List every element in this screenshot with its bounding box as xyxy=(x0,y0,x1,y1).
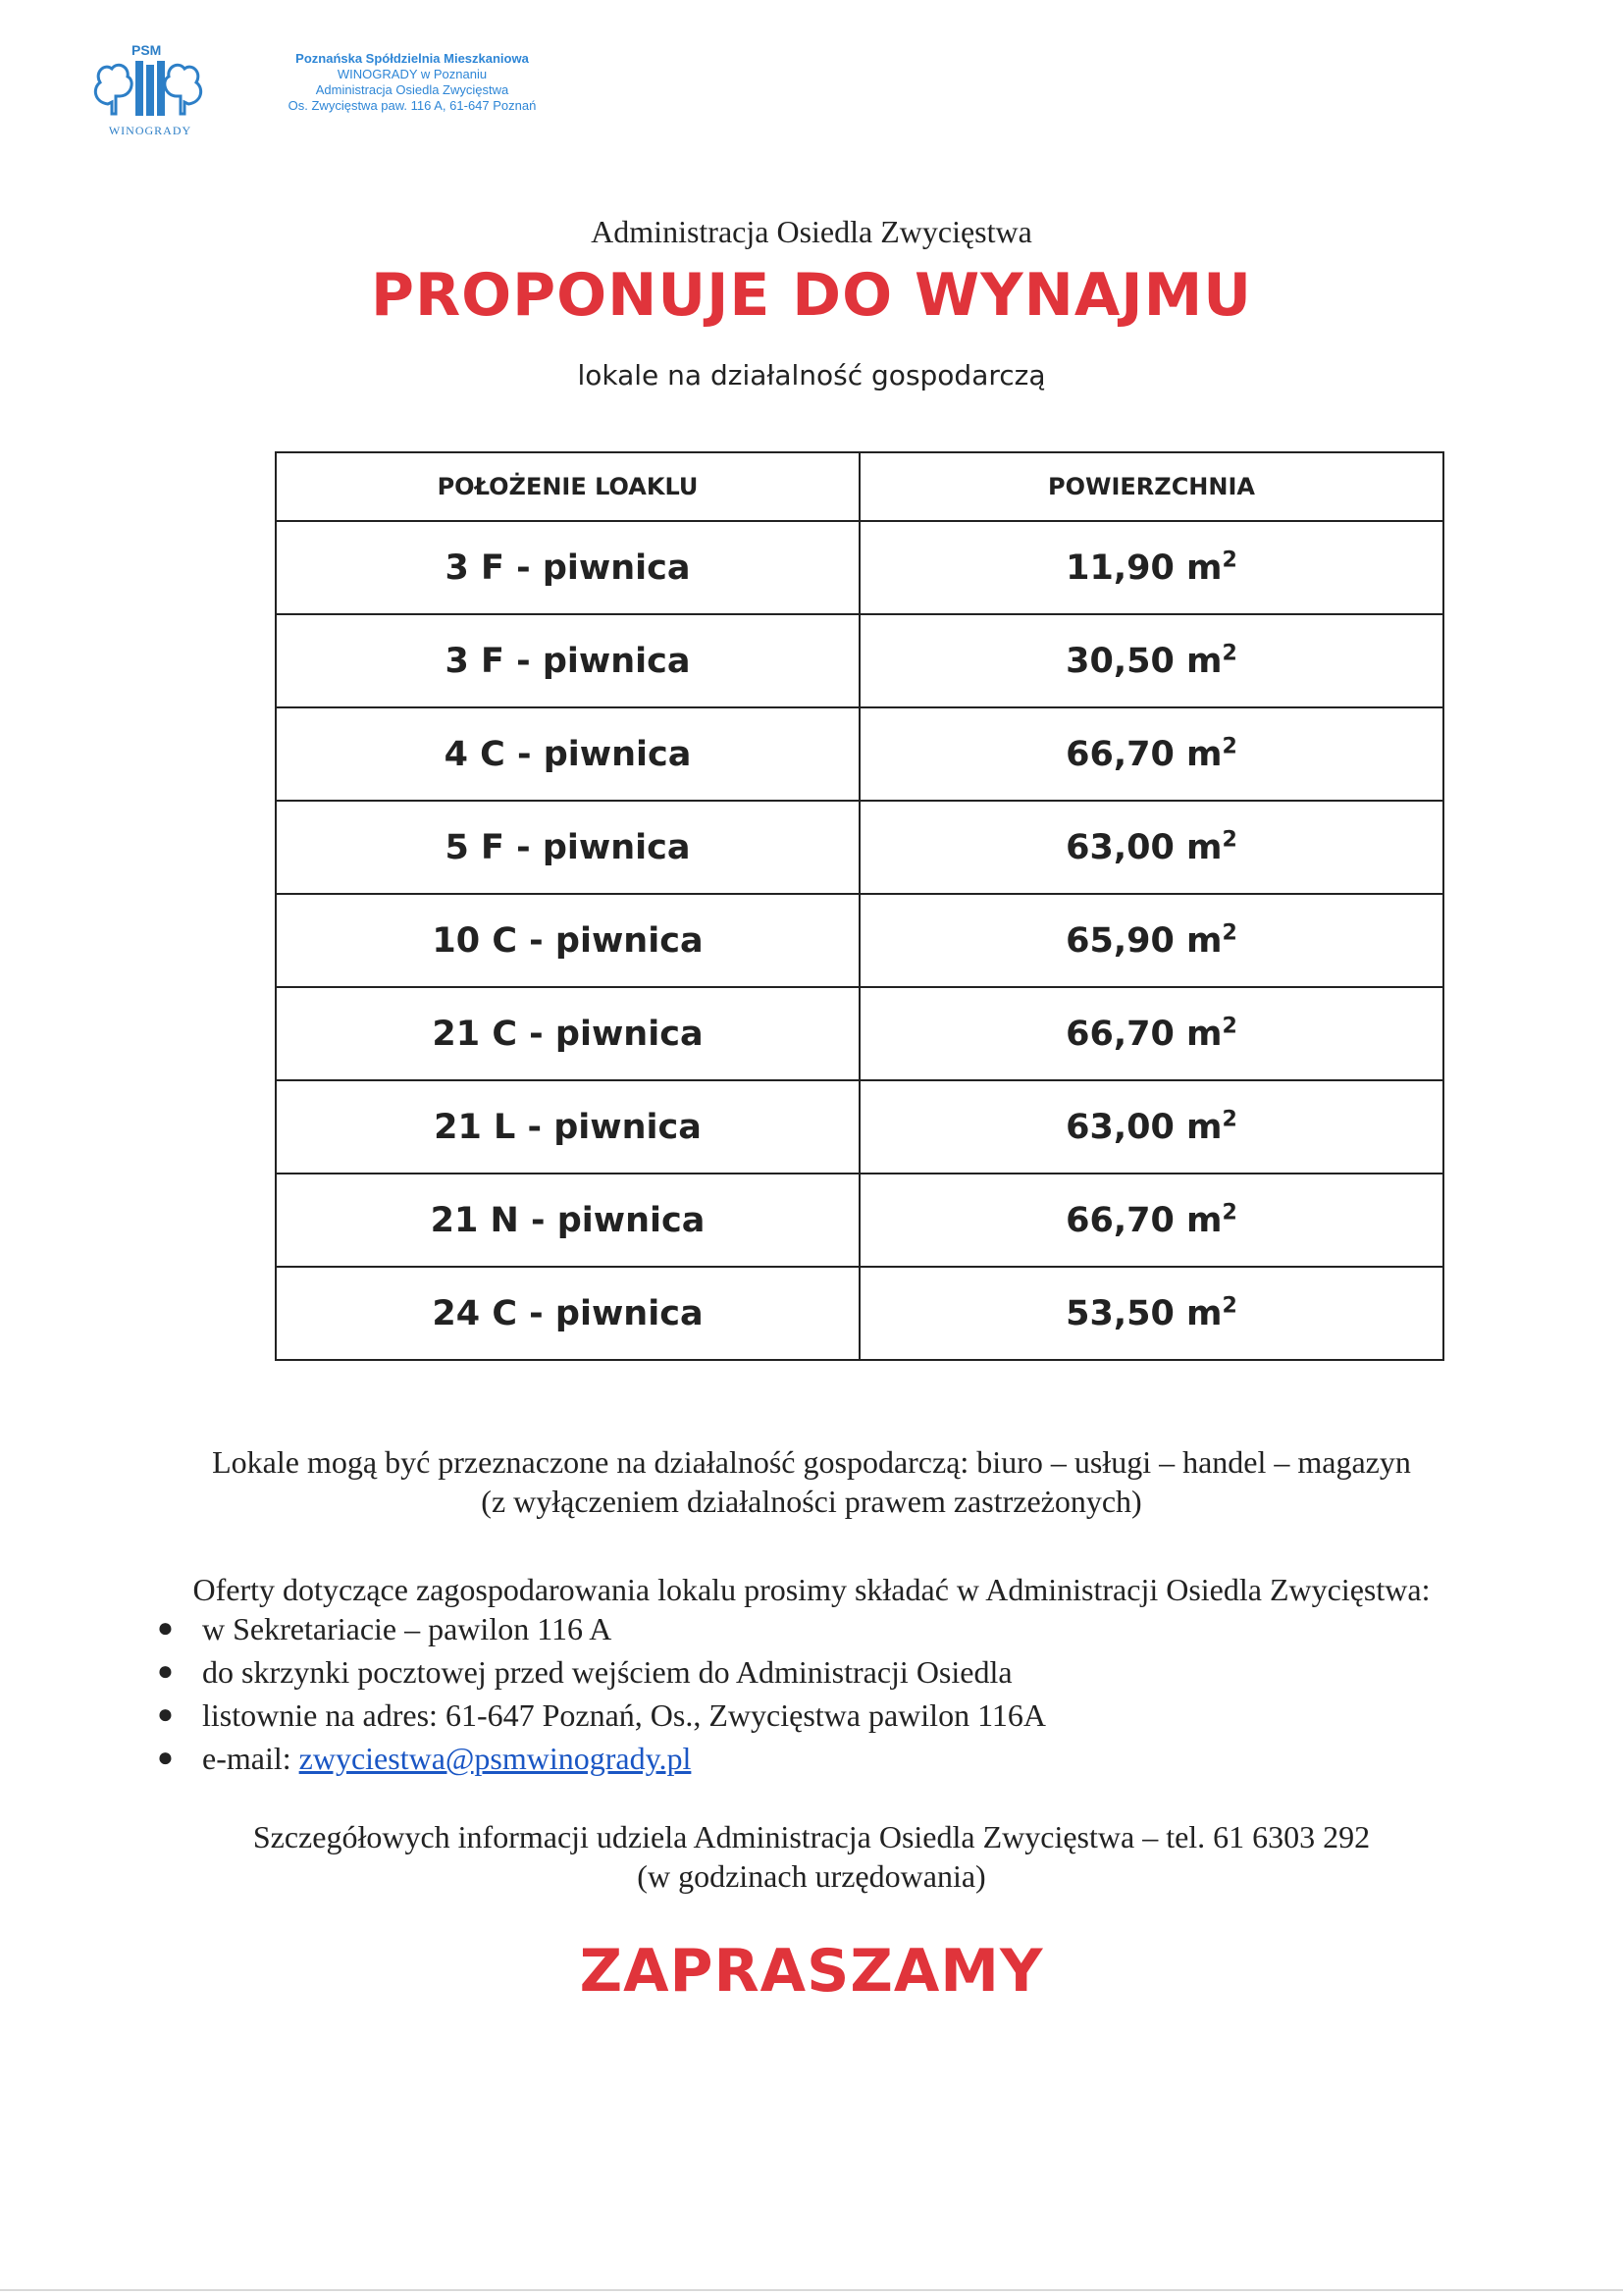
unit-area-cell xyxy=(860,1267,1443,1360)
unit-area-cell xyxy=(860,707,1443,801)
column-header-area: POWIERZCHNIA xyxy=(860,452,1443,521)
area-unit-exponent: 2 xyxy=(1222,919,1237,945)
subtitle: lokale na działalność gospodarczą xyxy=(577,359,1046,391)
unit-area-cell xyxy=(860,987,1443,1080)
area-unit-exponent: 2 xyxy=(1222,1106,1237,1131)
email-prefix: e-mail: xyxy=(202,1741,299,1776)
area-value: 63,00 xyxy=(1066,827,1175,867)
unit-location-cell: 10 C - piwnica xyxy=(276,894,860,987)
area-value: 53,50 xyxy=(1066,1293,1175,1333)
letterhead-org-name: Poznańska Spółdzielnia Mieszkaniowa xyxy=(295,51,529,66)
area-unit-exponent: 2 xyxy=(1222,1292,1237,1318)
column-header-location: POŁOŻENIE LOAKLU xyxy=(276,452,860,521)
letterhead-address-line: Os. Zwycięstwa paw. 116 A, 61-647 Poznań xyxy=(288,98,537,113)
area-value: 30,50 xyxy=(1066,641,1175,681)
office-hours-line: (w godzinach urzędowania) xyxy=(637,1858,986,1894)
area-value: 66,70 xyxy=(1066,734,1175,774)
area-unit-exponent: 2 xyxy=(1222,826,1237,852)
area-unit: m xyxy=(1186,1107,1223,1147)
main-title: PROPONUJE DO WYNAJMU xyxy=(370,261,1253,330)
letterhead-admin-name: Administracja Osiedla Zwycięstwa xyxy=(315,82,509,97)
unit-area-cell xyxy=(860,1174,1443,1267)
page-bottom-divider xyxy=(0,2289,1623,2291)
area-value: 63,00 xyxy=(1066,1107,1175,1147)
unit-location-cell: 3 F - piwnica xyxy=(276,521,860,614)
area-value: 66,70 xyxy=(1066,1014,1175,1054)
unit-location-cell: 21 N - piwnica xyxy=(276,1174,860,1267)
tree-building-logo-icon xyxy=(86,43,214,122)
offers-intro: Oferty dotyczące zagospodarowania lokalu prosimy składać w Administracji Osiedla Zwycięstwa: xyxy=(192,1572,1431,1607)
usage-note xyxy=(0,1442,1623,1521)
cooperative-logo xyxy=(80,43,220,141)
unit-area-cell xyxy=(860,614,1443,707)
unit-location-cell: 21 L - piwnica xyxy=(276,1080,860,1174)
table-row xyxy=(276,1174,1443,1267)
unit-location-cell: 4 C - piwnica xyxy=(276,707,860,801)
units-table xyxy=(275,451,1444,1361)
area-unit: m xyxy=(1186,827,1223,867)
bullet-icon: ● xyxy=(157,1656,174,1687)
bullet-icon: ● xyxy=(157,1699,174,1730)
list-item: ● w Sekretariacie – pawilon 116 A xyxy=(157,1611,612,1646)
unit-location-cell: 24 C - piwnica xyxy=(276,1267,860,1360)
area-value: 66,70 xyxy=(1066,1200,1175,1240)
letterhead-address xyxy=(226,51,599,114)
svg-text:PSM: PSM xyxy=(131,43,162,58)
area-unit-exponent: 2 xyxy=(1222,640,1237,665)
unit-area-cell xyxy=(860,801,1443,894)
units-table-body xyxy=(276,521,1443,1360)
unit-area-cell xyxy=(860,894,1443,987)
area-unit: m xyxy=(1186,548,1223,588)
list-item: ● do skrzynki pocztowej przed wejściem do Administracji Osiedla xyxy=(157,1654,1013,1690)
list-item: ● listownie na adres: 61-647 Poznań, Os., Zwycięstwa pawilon 116A xyxy=(157,1697,1046,1733)
area-unit-exponent: 2 xyxy=(1222,1199,1237,1225)
list-item-email xyxy=(157,1739,1046,1782)
bullet-icon: ● xyxy=(157,1613,174,1644)
closing-invitation: ZAPRASZAMY xyxy=(579,1937,1044,2006)
bullet-icon: ● xyxy=(157,1743,174,1773)
area-unit: m xyxy=(1186,1293,1223,1333)
area-unit-exponent: 2 xyxy=(1222,547,1237,572)
area-unit-exponent: 2 xyxy=(1222,1013,1237,1038)
contact-line: Szczegółowych informacji udziela Administracja Osiedla Zwycięstwa – tel. 61 6303 292 xyxy=(252,1819,1371,1854)
logo-wordmark: WINOGRADY xyxy=(108,124,192,137)
area-value: 65,90 xyxy=(1066,920,1175,961)
usage-line: Lokale mogą być przeznaczone na działalność gospodarczą: biuro – usługi – handel – magazyn xyxy=(212,1444,1411,1480)
usage-exclusion-line: (z wyłączeniem działalności prawem zastrzeżonych) xyxy=(481,1484,1142,1519)
table-row xyxy=(276,1080,1443,1174)
table-row xyxy=(276,1267,1443,1360)
contact-info xyxy=(0,1817,1623,1896)
submission-channels-list xyxy=(157,1609,1046,1782)
table-row xyxy=(276,801,1443,894)
unit-location-cell: 21 C - piwnica xyxy=(276,987,860,1080)
table-row xyxy=(276,987,1443,1080)
table-row xyxy=(276,614,1443,707)
admin-title: Administracja Osiedla Zwycięstwa xyxy=(591,214,1032,249)
unit-area-cell xyxy=(860,521,1443,614)
unit-location-cell: 5 F - piwnica xyxy=(276,801,860,894)
area-unit: m xyxy=(1186,641,1223,681)
table-header-row xyxy=(276,452,1443,521)
unit-area-cell xyxy=(860,1080,1443,1174)
area-unit: m xyxy=(1186,920,1223,961)
email-link[interactable]: zwyciestwa@psmwinogrady.pl xyxy=(298,1741,692,1776)
area-value: 11,90 xyxy=(1066,548,1175,588)
table-row xyxy=(276,707,1443,801)
table-row xyxy=(276,521,1443,614)
table-row xyxy=(276,894,1443,987)
area-unit: m xyxy=(1186,734,1223,774)
unit-location-cell: 3 F - piwnica xyxy=(276,614,860,707)
area-unit: m xyxy=(1186,1200,1223,1240)
area-unit-exponent: 2 xyxy=(1222,733,1237,758)
area-unit: m xyxy=(1186,1014,1223,1054)
letterhead-org-location: WINOGRADY w Poznaniu xyxy=(337,67,488,81)
